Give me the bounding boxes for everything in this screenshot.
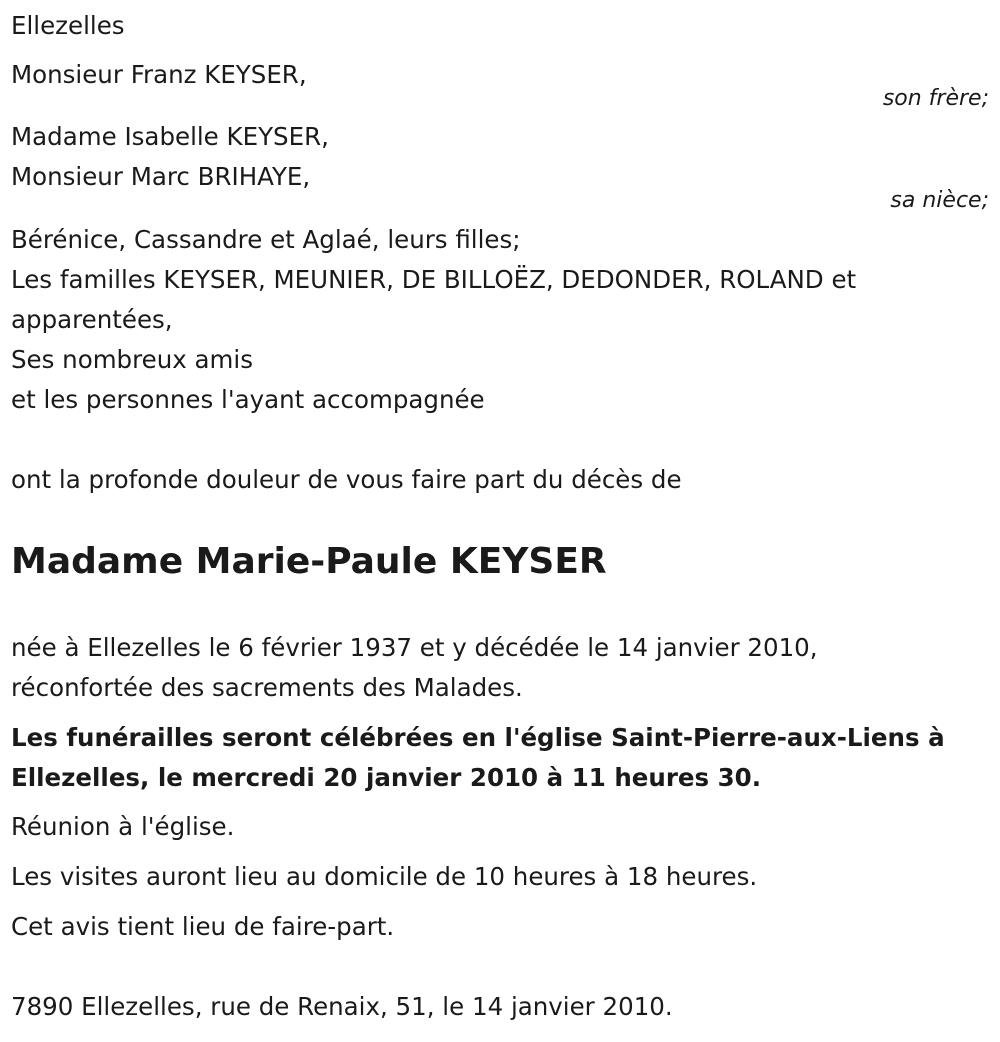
relative-name: Monsieur Marc BRIHAYE, (11, 162, 311, 191)
friends-line: Ses nombreux amis (11, 345, 253, 374)
visits-line: Les visites auront lieu au domicile de 10 heures à 18 heures. (11, 862, 758, 891)
city-heading: Ellezelles (11, 11, 125, 40)
notice-line: Cet avis tient lieu de faire-part. (11, 912, 395, 941)
daughters-line: Bérénice, Cassandre et Aglaé, leurs filles; (11, 225, 521, 254)
address-line: 7890 Ellezelles, rue de Renaix, 51, le 14 janvier 2010. (11, 992, 673, 1021)
relative-name: Madame Isabelle KEYSER, (11, 122, 329, 151)
meeting-line: Réunion à l'église. (11, 812, 235, 841)
deceased-name: Madame Marie-Paule KEYSER (11, 541, 607, 582)
persons-line: et les personnes l'ayant accompagnée (11, 385, 485, 414)
families-line: Les familles KEYSER, MEUNIER, DE BILLOËZ, DEDONDER, ROLAND et apparentées, (11, 265, 857, 334)
birth-death-line: née à Ellezelles le 6 février 1937 et y décédée le 14 janvier 2010, (11, 633, 818, 662)
sacraments-line: réconfortée des sacrements des Malades. (11, 673, 523, 702)
relative-relation: son frère; (882, 86, 989, 111)
relative-name: Monsieur Franz KEYSER, (11, 60, 307, 89)
announcement-line: ont la profonde douleur de vous faire part du décès de (11, 465, 682, 494)
funeral-details: Les funérailles seront célébrées en l'église Saint-Pierre-aux-Liens à Ellezelles, le mercredi 20 janvier 2010 à 11 heures 30. (11, 723, 945, 792)
relative-relation: sa nièce; (890, 188, 989, 213)
